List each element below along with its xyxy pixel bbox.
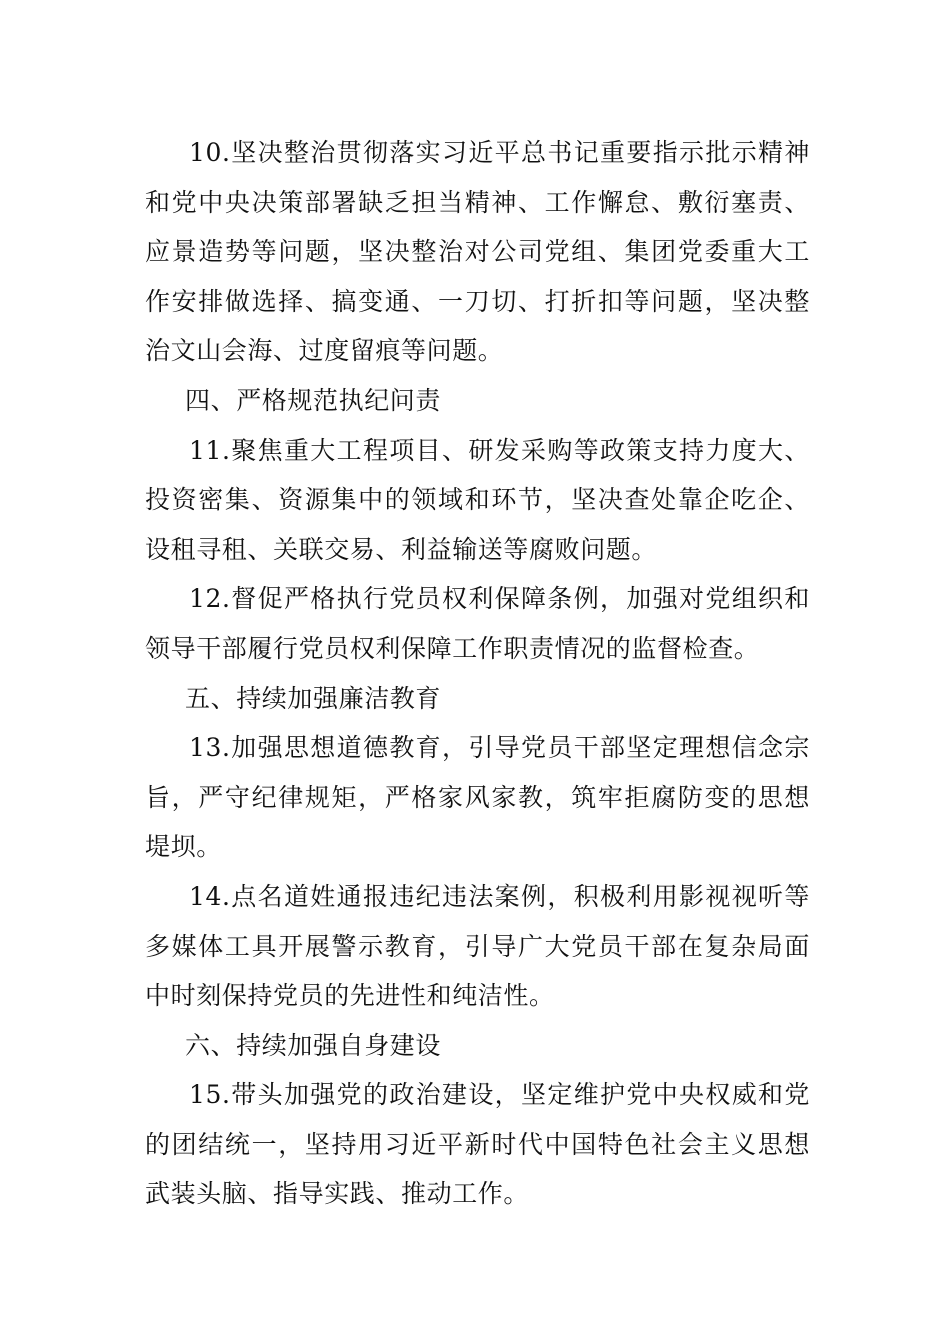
section-heading-6: 六、持续加强自身建设 (185, 1030, 442, 1060)
document-body (145, 128, 810, 1219)
paragraph-item-10: 10.坚决整治贯彻落实习近平总书记重要指示批示精神和党中央决策部署缺乏担当精神、工作懈怠、敷衍塞责、应景造势等问题，坚决整治对公司党组、集团党委重大工作安排做选择、搞变通、一刀切、打折扣等问题，坚决整治文山会海、过度留痕等问题。 (145, 138, 810, 366)
paragraph-item-14: 14.点名道姓通报违纪违法案例，积极利用影视视听等多媒体工具开展警示教育，引导广大党员干部在复杂局面中时刻保持党员的先进性和纯洁性。 (145, 881, 810, 1011)
paragraph-item-15: 15.带头加强党的政治建设，坚定维护党中央权威和党的团结统一，坚持用习近平新时代中国特色社会主义思想武装头脑、指导实践、推动工作。 (145, 1080, 810, 1209)
section-heading-4: 四、严格规范执纪问责 (185, 385, 442, 415)
paragraph-item-11: 11.聚焦重大工程项目、研发采购等政策支持力度大、投资密集、资源集中的领域和环节，坚决查处靠企吃企、设租寻租、关联交易、利益输送等腐败问题。 (145, 435, 810, 564)
paragraph-item-13: 13.加强思想道德教育，引导党员干部坚定理想信念宗旨，严守纪律规矩，严格家风家教，筑牢拒腐防变的思想堤坝。 (145, 733, 810, 862)
paragraph-item-12: 12.督促严格执行党员权利保障条例，加强对党组织和领导干部履行党员权利保障工作职责情况的监督检查。 (145, 584, 810, 663)
section-heading-5: 五、持续加强廉洁教育 (185, 683, 442, 713)
